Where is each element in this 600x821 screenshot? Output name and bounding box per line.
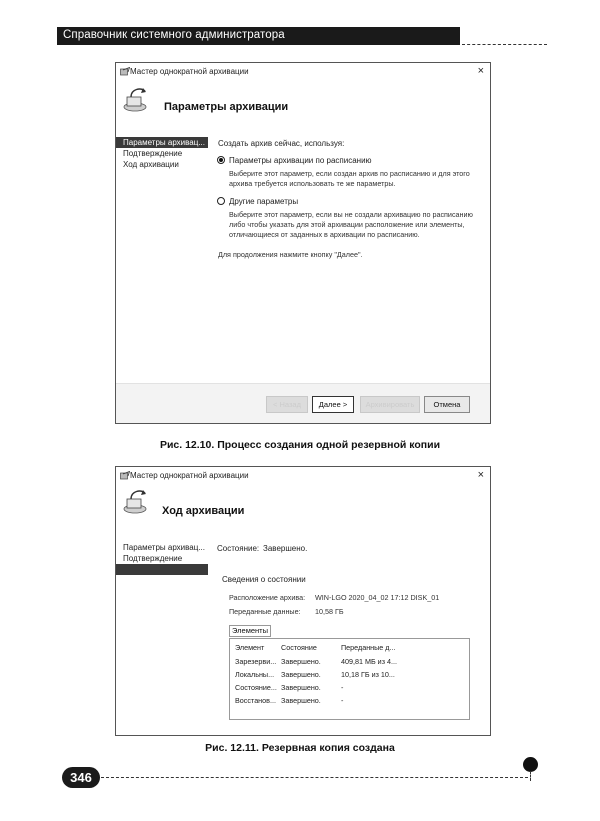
other-options-label[interactable]: Другие параметры	[229, 197, 299, 206]
wizard-steps	[116, 137, 208, 170]
cell-status: Завершено.	[281, 670, 321, 679]
other-options-description-line3: отличающиеся от заданных в архивации по расписанию.	[229, 230, 420, 239]
figure-caption-12-10: Рис. 12.10. Процесс создания одной резервной копии	[159, 439, 441, 451]
header-dashed-rule	[462, 44, 547, 45]
back-button[interactable]: < Назад	[266, 396, 308, 413]
backup-wizard-icon	[121, 487, 151, 515]
backup-app-icon	[120, 471, 130, 480]
status-label: Состояние:	[217, 544, 260, 553]
column-header-transferred[interactable]: Переданные д...	[341, 643, 396, 652]
cell-element: Локальны...	[235, 670, 275, 679]
next-button[interactable]: Далее >	[312, 396, 354, 413]
cell-status: Завершено.	[281, 657, 321, 666]
scheduled-options-label[interactable]: Параметры архивации по расписанию	[229, 156, 372, 165]
cell-status: Завершено.	[281, 696, 321, 705]
cell-element: Зарезерви...	[235, 657, 277, 666]
title-bar	[116, 63, 490, 81]
cell-status: Завершено.	[281, 683, 321, 692]
step-confirmation[interactable]: Подтверждение	[123, 149, 183, 158]
cell-element: Состояние...	[235, 683, 277, 692]
transferred-data-label: Переданные данные:	[229, 607, 301, 616]
cell-element: Восстанов...	[235, 696, 276, 705]
figure-caption-12-11: Рис. 12.11. Резервная копия создана	[205, 742, 395, 754]
table-row[interactable]	[230, 668, 469, 681]
step-backup-options[interactable]: Параметры архивац...	[123, 543, 206, 552]
column-header-status[interactable]: Состояние	[281, 643, 317, 652]
running-header-title: Справочник системного администратора	[63, 29, 285, 41]
cell-transferred: -	[341, 683, 344, 692]
running-header	[57, 27, 460, 45]
step-backup-progress[interactable]	[116, 564, 208, 575]
elements-label: Элементы	[229, 625, 271, 637]
create-backup-prompt: Создать архив сейчас, используя:	[218, 139, 345, 148]
other-options-radio[interactable]	[217, 197, 225, 205]
page-number: 346	[62, 767, 100, 788]
scheduled-options-description-line1: Выберите этот параметр, если создан архив по расписанию и для этого	[229, 169, 470, 178]
backup-wizard-dialog-progress	[115, 466, 491, 736]
status-value: Завершено.	[263, 544, 308, 553]
dialog-heading: Параметры архивации	[164, 101, 289, 113]
cancel-button[interactable]: Отмена	[424, 396, 470, 413]
backup-wizard-icon	[121, 85, 151, 113]
other-options-description-line1: Выберите этот параметр, если вы не создали архивацию по расписанию	[229, 210, 473, 219]
elements-table	[229, 638, 470, 720]
continue-hint: Для продолжения нажмите кнопку "Далее".	[218, 250, 363, 259]
backup-location-value: WIN-LGO 2020_04_02 17:12 DISK_01	[315, 593, 440, 602]
table-row[interactable]	[230, 655, 469, 668]
scheduled-options-description-line2: архива требуется использовать те же параметры.	[229, 179, 396, 188]
dialog-heading: Ход архивации	[162, 505, 245, 517]
step-confirmation[interactable]: Подтверждение	[123, 554, 183, 563]
title-bar	[116, 467, 490, 485]
footer-dot	[523, 757, 538, 772]
step-backup-options[interactable]: Параметры архивац...	[116, 137, 208, 148]
archive-button[interactable]: Архивировать	[360, 396, 420, 413]
column-header-element[interactable]: Элемент	[235, 643, 265, 652]
close-icon[interactable]: ×	[477, 65, 484, 77]
window-title: Мастер однократной архивации	[130, 67, 249, 76]
dialog-footer	[116, 383, 490, 423]
cell-transferred: 409,81 МБ из 4...	[341, 657, 397, 666]
backup-wizard-dialog-options	[115, 62, 491, 424]
transferred-data-value: 10,58 ГБ	[315, 607, 344, 616]
footer-dashed-tick	[530, 771, 531, 781]
wizard-steps	[116, 542, 208, 575]
backup-location-label: Расположение архива:	[229, 593, 306, 602]
backup-app-icon	[120, 67, 130, 76]
close-icon[interactable]: ×	[477, 469, 484, 481]
footer-dashed-rule	[101, 777, 528, 778]
table-row[interactable]	[230, 681, 469, 694]
details-heading: Сведения о состоянии	[222, 575, 306, 584]
other-options-description-line2: либо чтобы указать для этой архивации расположение или элементы,	[229, 220, 465, 229]
table-row[interactable]	[230, 694, 469, 707]
window-title: Мастер однократной архивации	[130, 471, 249, 480]
step-backup-progress[interactable]: Ход архивации	[123, 160, 179, 169]
cell-transferred: 10,18 ГБ из 10...	[341, 670, 395, 679]
cell-transferred: -	[341, 696, 344, 705]
table-header	[230, 641, 469, 654]
scheduled-options-radio[interactable]	[217, 156, 225, 164]
